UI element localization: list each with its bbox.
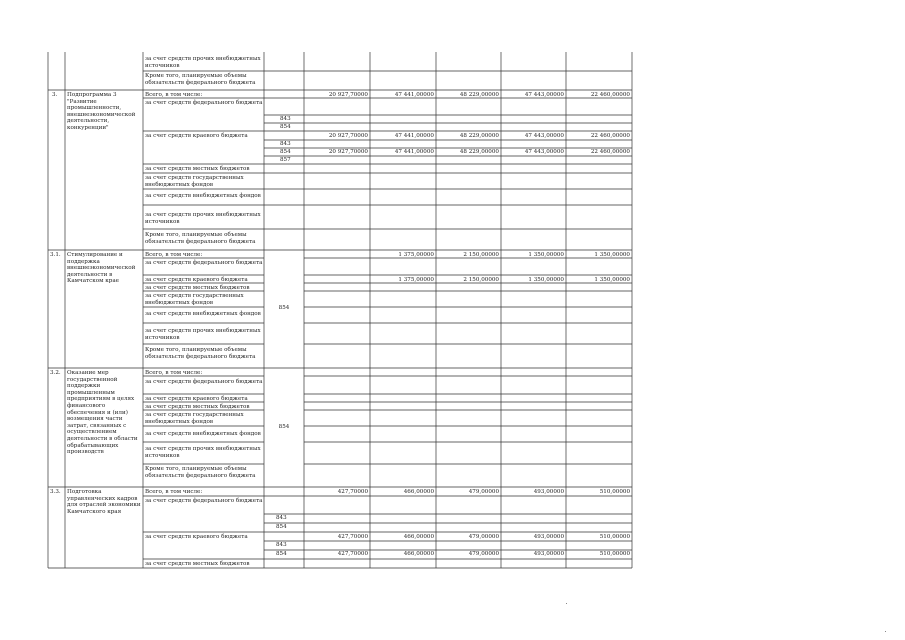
row-3-3-federal-label: за счет средств федерального бюджета xyxy=(145,498,263,504)
row-3-1-total-val-1: 1 375,00000 xyxy=(398,252,434,258)
row-3-1-number: 3.1. xyxy=(50,252,61,258)
row-3-3-code-843a: 843 xyxy=(276,515,287,521)
row-3-3-local-label: за счет средств местных бюджетов xyxy=(145,561,250,567)
row-3-regional-val-5: 22 460,00000 xyxy=(590,133,630,139)
row-3-1-offbudget-funds-label: за счет средств внебюджетных фондов xyxy=(145,311,261,317)
row-3-title: Подпрограмма 3 "Развитие промышленности, внешнеэкономической деятельности, конкуренции" xyxy=(67,92,136,131)
row-3-2-state-funds-label: за счет средств государственных внебюджетных фондов xyxy=(145,412,244,425)
row-3-1-total-val-3: 1 350,00000 xyxy=(528,252,564,258)
row-3-3-regional-val-4: 493,00000 xyxy=(533,534,564,540)
row-3-854-val-5: 22 460,00000 xyxy=(590,149,630,155)
row-3-3-total-label: Всего, в том числе: xyxy=(145,489,203,495)
row-3-854-val-3: 48 229,00000 xyxy=(459,149,499,155)
row-3-2-regional-label: за счет средств краевого бюджета xyxy=(145,396,248,402)
row-3-1-other-sources-label: за счет средств прочих внебюджетных источников xyxy=(145,328,261,341)
row-3-3-code-854b: 854 xyxy=(276,551,287,557)
row-3-2-total-label: Всего, в том числе: xyxy=(145,370,203,376)
row-3-total-val-1: 20 927,70000 xyxy=(328,92,368,98)
row-3-3-code-854a: 854 xyxy=(276,524,287,530)
row-3-3-854-val-1: 427,70000 xyxy=(337,551,368,557)
row-3-offbudget-funds-label: за счет средств внебюджетных фондов xyxy=(145,193,261,199)
row-3-1-total-val-4: 1 350,00000 xyxy=(594,252,630,258)
row-3-3-regional-val-3: 479,00000 xyxy=(468,534,499,540)
row-3-2-planned-federal-label: Кроме того, планируемые объемы обязательств федерального бюджета xyxy=(145,466,256,479)
row-3-3-854-val-3: 479,00000 xyxy=(468,551,499,557)
row-3-1-regional-label: за счет средств краевого бюджета xyxy=(145,277,248,283)
row-3-3-total-val-2: 466,00000 xyxy=(403,489,434,495)
row-3-2-title: Оказание мер государственной поддержки промышленным предприятиям в целях финансового обеспечения и (или) возмещения части затрат, связанных с осуществлением деятельности в области обрабатывающих производств xyxy=(67,370,138,456)
row-3-3-total-val-3: 479,00000 xyxy=(468,489,499,495)
row-3-854-val-1: 20 927,70000 xyxy=(328,149,368,155)
row-3-total-val-3: 48 229,00000 xyxy=(459,92,499,98)
row-3-regional-val-4: 47 443,00000 xyxy=(524,133,564,139)
row-3-code-857: 857 xyxy=(280,157,291,163)
row-3-1-code: 854 xyxy=(278,305,290,311)
row-3-regional-val-1: 20 927,70000 xyxy=(328,133,368,139)
row-3-2-offbudget-funds-label: за счет средств внебюджетных фондов xyxy=(145,431,261,437)
row-3-code-843b: 843 xyxy=(280,141,291,147)
row-3-3-854-val-5: 510,00000 xyxy=(599,551,630,557)
row-3-3-regional-val-2: 466,00000 xyxy=(403,534,434,540)
row-3-3-title: Подготовка управленческих кадров для отраслей экономики Камчатского края xyxy=(67,489,141,515)
row-3-3-number: 3.3. xyxy=(50,489,61,495)
row-3-3-code-843b: 843 xyxy=(276,542,287,548)
row-3-number: 3. xyxy=(52,92,58,98)
row-3-854-val-2: 47 441,00000 xyxy=(394,149,434,155)
scan-speck xyxy=(566,603,886,632)
row-3-2-federal-label: за счет средств федерального бюджета xyxy=(145,379,263,385)
top-planned-federal-label: Кроме того, планируемые объемы обязательств федерального бюджета xyxy=(145,73,256,86)
row-3-1-regional-val-4: 1 350,00000 xyxy=(594,277,630,283)
row-3-2-local-label: за счет средств местных бюджетов xyxy=(145,404,250,410)
row-3-state-funds-label: за счет средств государственных внебюджетных фондов xyxy=(145,175,244,188)
row-3-3-regional-label: за счет средств краевого бюджета xyxy=(145,534,248,540)
row-3-regional-val-2: 47 441,00000 xyxy=(394,133,434,139)
row-3-1-title: Стимулирование и поддержка внешнеэкономической деятельности в Камчатском крае xyxy=(67,252,136,285)
row-3-3-total-val-5: 510,00000 xyxy=(599,489,630,495)
row-3-code-854a: 854 xyxy=(280,124,291,130)
row-3-planned-federal-label: Кроме того, планируемые объемы обязательств федерального бюджета xyxy=(145,232,256,245)
row-3-3-regional-val-5: 510,00000 xyxy=(599,534,630,540)
row-3-1-planned-federal-label: Кроме того, планируемые объемы обязательств федерального бюджета xyxy=(145,347,256,360)
row-3-1-regional-val-3: 1 350,00000 xyxy=(528,277,564,283)
row-3-1-local-label: за счет средств местных бюджетов xyxy=(145,285,250,291)
row-3-1-federal-label: за счет средств федерального бюджета xyxy=(145,260,263,266)
row-3-2-other-sources-label: за счет средств прочих внебюджетных источников xyxy=(145,446,261,459)
row-3-total-label: Всего, в том числе: xyxy=(145,92,203,98)
row-3-other-sources-label: за счет средств прочих внебюджетных источников xyxy=(145,212,261,225)
row-3-3-total-val-4: 493,00000 xyxy=(533,489,564,495)
row-3-2-code: 854 xyxy=(278,424,290,430)
row-3-regional-val-3: 48 229,00000 xyxy=(459,133,499,139)
row-3-1-state-funds-label: за счет средств государственных внебюджетных фондов xyxy=(145,293,244,306)
row-3-3-854-val-4: 493,00000 xyxy=(533,551,564,557)
row-3-1-regional-val-1: 1 375,00000 xyxy=(398,277,434,283)
row-3-code-843a: 843 xyxy=(280,116,291,122)
row-3-3-regional-val-1: 427,70000 xyxy=(337,534,368,540)
row-3-code-854b: 854 xyxy=(280,149,291,155)
row-3-total-val-2: 47 441,00000 xyxy=(394,92,434,98)
row-3-total-val-5: 22 460,00000 xyxy=(590,92,630,98)
row-3-1-total-val-2: 2 150,00000 xyxy=(463,252,499,258)
row-3-local-label: за счет средств местных бюджетов xyxy=(145,166,250,172)
row-3-regional-label: за счет средств краевого бюджета xyxy=(145,133,248,139)
row-3-total-val-4: 47 443,00000 xyxy=(524,92,564,98)
row-3-1-total-label: Всего, в том числе: xyxy=(145,252,203,258)
row-3-1-regional-val-2: 2 150,00000 xyxy=(463,277,499,283)
row-3-3-total-val-1: 427,70000 xyxy=(337,489,368,495)
row-3-federal-label: за счет средств федерального бюджета xyxy=(145,100,263,106)
row-3-854-val-4: 47 443,00000 xyxy=(524,149,564,155)
row-3-3-854-val-2: 466,00000 xyxy=(403,551,434,557)
top-other-sources-label: за счет средств прочих внебюджетных источников xyxy=(145,56,261,69)
row-3-2-number: 3.2. xyxy=(50,370,61,376)
